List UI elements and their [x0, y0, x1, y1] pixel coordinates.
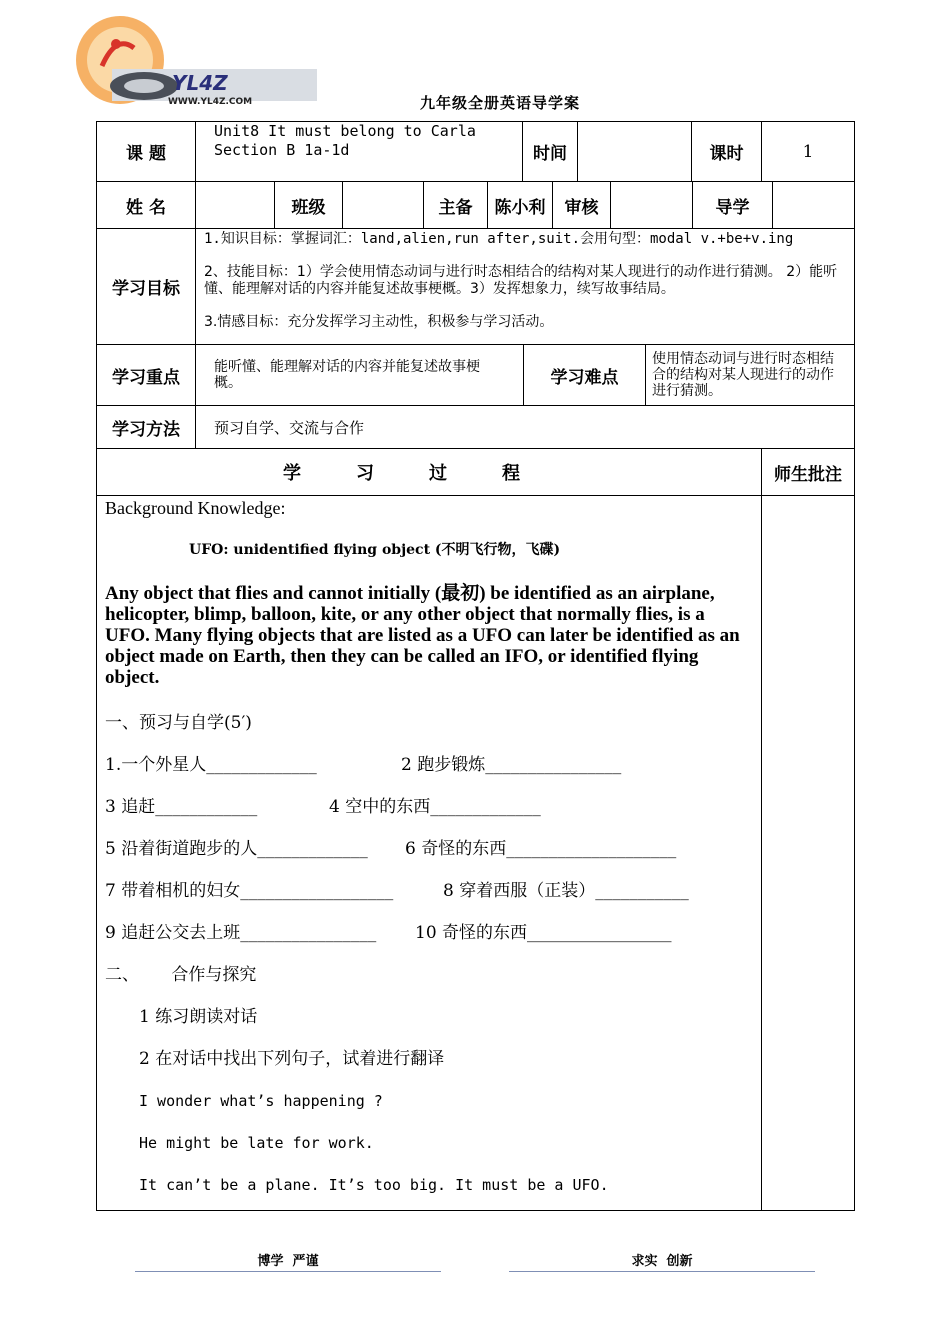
vocab-item-3: 3 追赶____________: [105, 797, 258, 817]
topic-value: [196, 122, 523, 181]
lesson-plan-table: [96, 121, 855, 1211]
lead-label: 主备: [424, 182, 488, 228]
document-title: 九年级全册英语导学案: [420, 94, 581, 112]
goals-label: 学习目标: [97, 229, 196, 345]
notes-column: [762, 496, 855, 1211]
lead-value: 陈小利: [488, 182, 553, 228]
vocab-item-8: 8 穿着西服（正装）___________: [443, 881, 689, 901]
method-value: 预习自学、交流与合作: [196, 406, 855, 449]
vocab-row-1: [105, 744, 753, 786]
sentence-3: It can’t be a plane. It’s too big. It must be a UFO.: [139, 1176, 609, 1194]
sentence-2: He might be late for work.: [139, 1134, 374, 1152]
section-cooperate-heading: 二、 合作与探究: [105, 965, 257, 985]
logo-url: WWW.YL4Z.COM: [168, 97, 253, 107]
vocab-item-4: 4 空中的东西_____________: [329, 797, 541, 817]
vocab-item-5: 5 沿着街道跑步的人_____________: [105, 839, 368, 859]
process-heading: 学习过程: [97, 449, 762, 496]
background-paragraph: Any object that flies and cannot initially (最初) be identified as an airplane, helicopter, blimp, balloon, kite, or any other object that normally flies, is a UFO. Many flying objects that are listed as a UFO can later be identified as an object made on Earth, then they can be called an IFO, or identified flying object.: [105, 583, 740, 688]
guide-label: 导学: [693, 182, 773, 228]
review-value: [611, 182, 693, 228]
topic-label: 课 题: [97, 122, 196, 182]
school-logo: [72, 14, 322, 114]
topic-line-2: Section B 1a-1d: [214, 141, 350, 159]
focus-value: 能听懂、能理解对话的内容并能复述故事梗概。: [196, 345, 524, 406]
vocab-row-2: [105, 786, 753, 828]
goal-knowledge: 1.知识目标：掌握词汇：land,alien,run after,suit.会用句型：modal v.+be+v.ing: [204, 231, 794, 247]
vocab-item-6: 6 奇怪的东西____________________: [405, 839, 677, 859]
goal-skills: 2、技能目标：1）学会使用情态动词与进行时态相结合的结构对某人现进行的动作进行猜测。 2）能听懂、能理解对话的内容并能复述故事梗概。3）发挥想象力，续写故事结局。: [204, 264, 838, 297]
difficulty-label: 学习难点: [524, 345, 646, 406]
sentence-1: I wonder what’s happening ?: [139, 1092, 383, 1110]
svg-text:YL4Z: YL4Z: [172, 71, 228, 95]
time-label: 时间: [533, 144, 568, 164]
vocab-row-4: [105, 870, 753, 912]
class-label: 班级: [275, 182, 343, 228]
section-preview-heading: 一、预习与自学(5′): [105, 713, 252, 733]
vocab-item-2: 2 跑步锻炼________________: [401, 755, 622, 775]
vocab-row-5: [105, 912, 753, 954]
review-label: 审核: [553, 182, 611, 228]
footer-motto-left: 博学 严谨: [135, 1250, 441, 1272]
period-label: 课时: [709, 144, 744, 164]
vocab-row-3: [105, 828, 753, 870]
difficulty-value: 使用情态动词与进行时态相结合的结构对某人现进行的动作进行猜测。: [646, 345, 855, 406]
topic-line-1: Unit8 It must belong to Carla: [214, 122, 476, 140]
goal-emotion: 3.情感目标：充分发挥学习主动性，积极参与学习活动。: [204, 314, 554, 330]
background-title: Background Knowledge:: [105, 498, 286, 518]
vocab-item-7: 7 带着相机的妇女__________________: [105, 881, 394, 901]
method-label: 学习方法: [97, 406, 196, 449]
vocab-item-1: 1.一个外星人_____________: [105, 755, 317, 775]
guide-value: [773, 182, 855, 228]
focus-label: 学习重点: [97, 345, 196, 406]
vocab-item-9: 9 追赶公交去上班________________: [105, 923, 377, 943]
ufo-definition: UFO: unidentified flying object (不明飞行物，飞碟): [189, 542, 561, 558]
task-2: 2 在对话中找出下列句子，试着进行翻译: [139, 1049, 445, 1069]
task-1: 1 练习朗读对话: [139, 1007, 258, 1027]
goals-content: [196, 229, 855, 345]
name-value: [196, 182, 275, 228]
class-value: [343, 182, 424, 228]
name-label: 姓 名: [97, 182, 196, 229]
period-value: 1: [762, 122, 855, 182]
time-value: [578, 122, 692, 181]
notes-heading: 师生批注: [762, 449, 855, 496]
vocab-item-10: 10 奇怪的东西_________________: [415, 923, 672, 943]
process-content: [97, 496, 762, 1211]
footer-motto-right: 求实 创新: [509, 1250, 815, 1272]
